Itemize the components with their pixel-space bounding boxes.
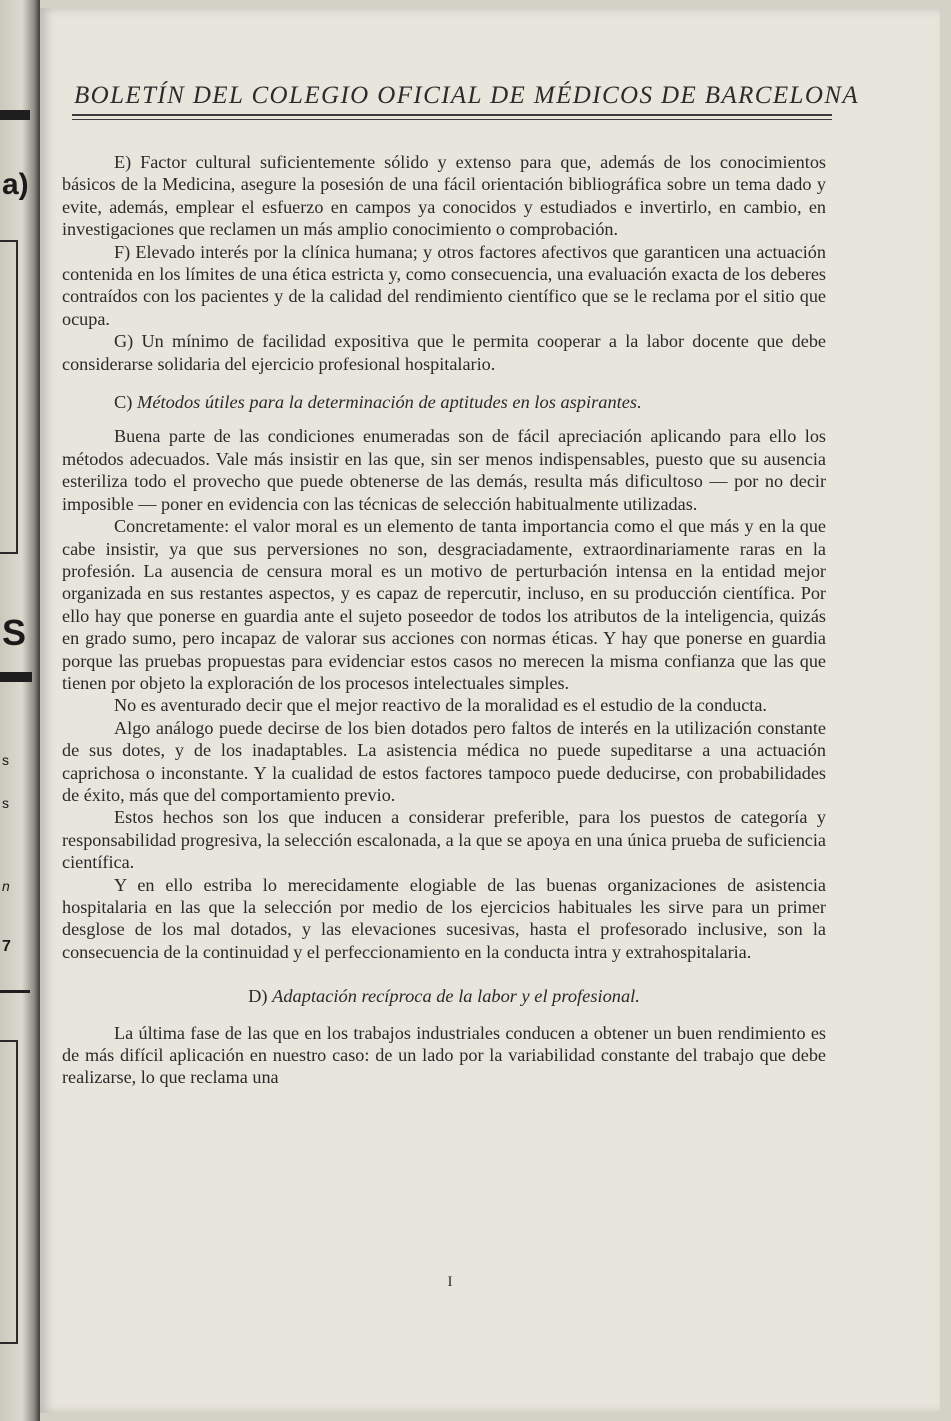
page-number: I xyxy=(447,1274,453,1290)
adjacent-page-mark: S xyxy=(2,612,27,653)
section-heading-d xyxy=(62,985,826,1007)
adjacent-page-bar xyxy=(0,672,32,682)
paragraph: Buena parte de las condiciones enumeradas son de fácil apreciación aplicando para ello los métodos adecuados. Vale más insistir en las que, sin ser menos indispensables, puesto que su ausencia esteriliza todo el provecho que puede obtenerse de las demás, resulta más dificultoso — por no decir imposible — poner en evidencia con las técnicas de selección habitualmente utilizadas. xyxy=(62,426,826,514)
paragraph: No es aventurado decir que el mejor reactivo de la moralidad es el estudio de la conducta. xyxy=(114,695,767,716)
adjacent-page-mark: a) xyxy=(2,168,29,201)
section-title: Adaptación recíproca de la labor y el profesional. xyxy=(272,986,640,1007)
article-body xyxy=(62,151,826,1089)
section-title: Métodos útiles para la determinación de aptitudes en los aspirantes. xyxy=(137,392,642,413)
document-page xyxy=(40,8,940,1413)
section-number: C) xyxy=(114,392,133,413)
paragraph: Estos hechos son los que inducen a considerar preferible, para los puestos de categoría y responsabilidad progresiva, la selección escalonada, a la que se apoya en una única prueba de suficiencia científica. xyxy=(62,807,826,873)
adjacent-page-box xyxy=(0,1040,18,1344)
header-rule xyxy=(72,119,832,120)
section-number: D) xyxy=(248,986,268,1007)
adjacent-page-mark: s xyxy=(2,752,9,768)
adjacent-page-box xyxy=(0,240,18,554)
running-header: BOLETÍN DEL COLEGIO OFICIAL DE MÉDICOS DE BARCELONA xyxy=(74,82,860,109)
adjacent-page-mark: n xyxy=(2,878,10,894)
adjacent-page-bar xyxy=(0,990,30,993)
paragraph: La última fase de las que en los trabajos industriales conducen a obtener un buen rendimiento es de más difícil aplicación en nuestro caso: de un lado por la variabilidad constante del trabajo que debe realizarse, lo que reclama una xyxy=(62,1022,826,1088)
paragraph: E) Factor cultural suficientemente sólido y extenso para que, además de los conocimientos básicos de la Medicina, asegure la posesión de una fácil orientación bibliográfica sobre un tema dado y evite, además, emplear el esfuerzo en campos ya conocidos y estudiados e invertirlo, en cambio, en investigaciones que reclamen un más amplio conocimiento o comprobación. xyxy=(62,152,826,240)
adjacent-page-bar xyxy=(0,110,30,120)
paragraph: Algo análogo puede decirse de los bien dotados pero faltos de interés en la utilización constante de sus dotes, y de los inadaptables. La asistencia médica no puede supeditarse a una actuación caprichosa o inconstante. Y la cualidad de estos factores tampoco puede deducirse, con probabilidades de éxito, más que del comportamiento previo. xyxy=(62,717,826,805)
header-rule xyxy=(72,114,832,116)
adjacent-page-mark: s xyxy=(2,795,9,811)
paragraph: Concretamente: el valor moral es un elemento de tanta importancia como el que más y en la que cabe insistir, ya que sus perversiones no son, desgraciadamente, extraordinariamente raras en la profesión. La ausencia de censura moral es un motivo de perturbación intensa en la entidad mejor organizada en sus restantes aspectos, y es capaz de repercutir, incluso, en su producción científica. Por ello hay que ponerse en guardia ante el sujeto poseedor de todos los atributos de la inteligencia, quizás en grado sumo, pero incapaz de valorar sus acciones con normas éticas. Y hay que ponerse en guardia porque las pruebas propuestas para evidenciar estos casos no merecen la misma confianza que las que tienen por objeto la exploración de los procesos intelectuales simples. xyxy=(62,516,826,693)
adjacent-page-mark: 7 xyxy=(2,938,11,955)
section-heading-c xyxy=(62,391,826,413)
adjacent-page-strip xyxy=(0,0,40,1421)
paragraph: G) Un mínimo de facilidad expositiva que le permita cooperar a la labor docente que debe considerarse solidaria del ejercicio profesional hospitalario. xyxy=(62,331,826,374)
paragraph: F) Elevado interés por la clínica humana; y otros factores afectivos que garanticen una actuación contenida en los límites de una ética estricta y, como consecuencia, una evaluación exacta de los deberes contraídos con los pacientes y de la calidad del rendimiento científico que se le reclama por el sitio que ocupa. xyxy=(62,241,826,329)
paragraph: Y en ello estriba lo merecidamente elogiable de las buenas organizaciones de asistencia hospitalaria en las que la selección por medio de los ejercicios habituales les sirve para un primer desglose de los mal dotados, y las elevaciones sucesivas, hasta el profesorado inclusive, son la consecuencia de la continuidad y el perfeccionamiento en la conducta intra y extrahospitalaria. xyxy=(62,874,826,962)
